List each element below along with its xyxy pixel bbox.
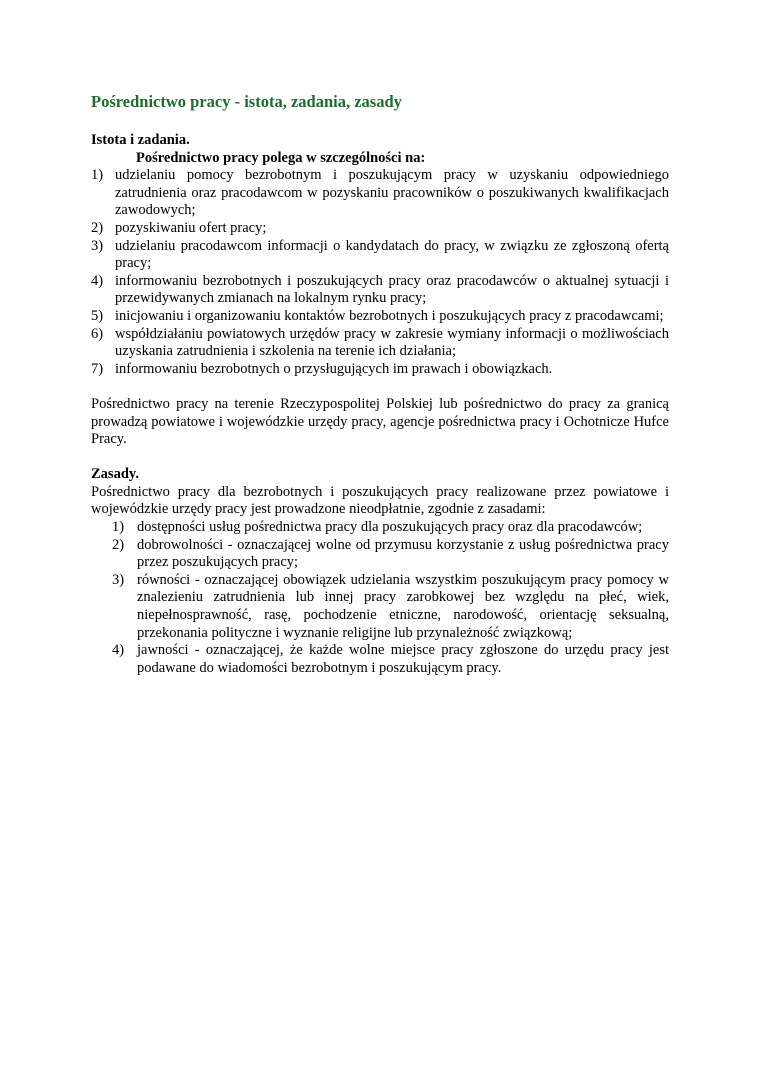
list-item (112, 519, 669, 537)
principles-list (91, 519, 669, 677)
list-item-text: informowaniu bezrobotnych o przysługujących im prawach i obowiązkach. (115, 360, 553, 377)
list-item-number: 4) (91, 272, 104, 289)
list-item-text: równości - oznaczającej obowiązek udzielania wszystkim poszukującym pracy pomocy w znalezieniu zatrudnienia lub innej pracy zarobkowej bez względu na płeć, wiek, niepełnosprawność, rasę, pochodzenie etniczne, narodowość, orientację seksualną, przekonania polityczne i wyznanie religijne lub przynależność związkową; (137, 571, 669, 641)
list-item (91, 273, 669, 308)
list-item-text: informowaniu bezrobotnych i poszukujących pracy oraz pracodawców o aktualnej sytuacji i przewidywanych zmianach na lokalnym rynku pracy; (115, 272, 669, 307)
list-item-number: 1) (112, 519, 125, 536)
section-heading-zasady: Zasady. (91, 466, 139, 483)
list-item-text: pozyskiwaniu ofert pracy; (115, 219, 267, 236)
list-item-number: 1) (91, 167, 104, 184)
list-item-number: 4) (112, 642, 125, 659)
principles-intro: Pośrednictwo pracy dla bezrobotnych i poszukujących pracy realizowane przez powiatowe i wojewódzkie urzędy pracy jest prowadzone nieodpłatnie, zgodnie z zasadami: (91, 483, 669, 518)
list-item (91, 361, 669, 379)
tasks-list (91, 167, 669, 378)
document-body (91, 132, 669, 677)
list-item (112, 537, 669, 572)
list-item-number: 3) (91, 237, 104, 254)
list-item (91, 167, 669, 220)
list-item-number: 3) (112, 571, 125, 588)
list-item-text: dobrowolności - oznaczającej wolne od przymusu korzystanie z usług pośrednictwa pracy przez poszukujących pracy; (137, 536, 669, 571)
list-item (91, 220, 669, 238)
list-item (91, 326, 669, 361)
list-item-text: współdziałaniu powiatowych urzędów pracy w zakresie wymiany informacji o możliwościach uzyskania zatrudnienia i szkolenia na terenie ich działania; (115, 325, 669, 360)
list-item-number: 7) (91, 360, 104, 377)
list-item (112, 572, 669, 642)
list-item (112, 642, 669, 677)
list-item (91, 238, 669, 273)
list-item (91, 308, 669, 326)
agencies-paragraph: Pośrednictwo pracy na terenie Rzeczypospolitej Polskiej lub pośrednictwo do pracy za granicą prowadzą powiatowe i wojewódzkie urzędy pracy, agencje pośrednictwa pracy i Ochotnicze Hufce Pracy. (91, 395, 669, 448)
list-item-number: 2) (112, 536, 125, 553)
list-item-text: udzielaniu pomocy bezrobotnym i poszukującym pracy w uzyskaniu odpowiedniego zatrudnienia oraz pracodawcom w pozyskaniu pracowników o poszukiwanych kwalifikacjach zawodowych; (115, 167, 669, 219)
list-item-number: 2) (91, 219, 104, 236)
list-item-text: inicjowaniu i organizowaniu kontaktów bezrobotnych i poszukujących pracy z pracodawcami; (115, 307, 664, 324)
list-item-text: dostępności usług pośrednictwa pracy dla poszukujących pracy oraz dla pracodawców; (137, 519, 643, 536)
list-item-number: 6) (91, 325, 104, 342)
list-item-number: 5) (91, 307, 104, 324)
list-item-text: jawności - oznaczającej, że każde wolne miejsce pracy zgłoszone do urzędu pracy jest podawane do wiadomości bezrobotnym i poszukującym pracy. (137, 642, 669, 676)
section-heading-istota: Istota i zadania. (91, 132, 190, 148)
page-title: Pośrednictwo pracy - istota, zadania, zasady (91, 92, 402, 111)
section-lead: Pośrednictwo pracy polega w szczególności na: (136, 149, 426, 166)
list-item-text: udzielaniu pracodawcom informacji o kandydatach do pracy, w związku ze zgłoszoną ofertą pracy; (115, 237, 669, 272)
